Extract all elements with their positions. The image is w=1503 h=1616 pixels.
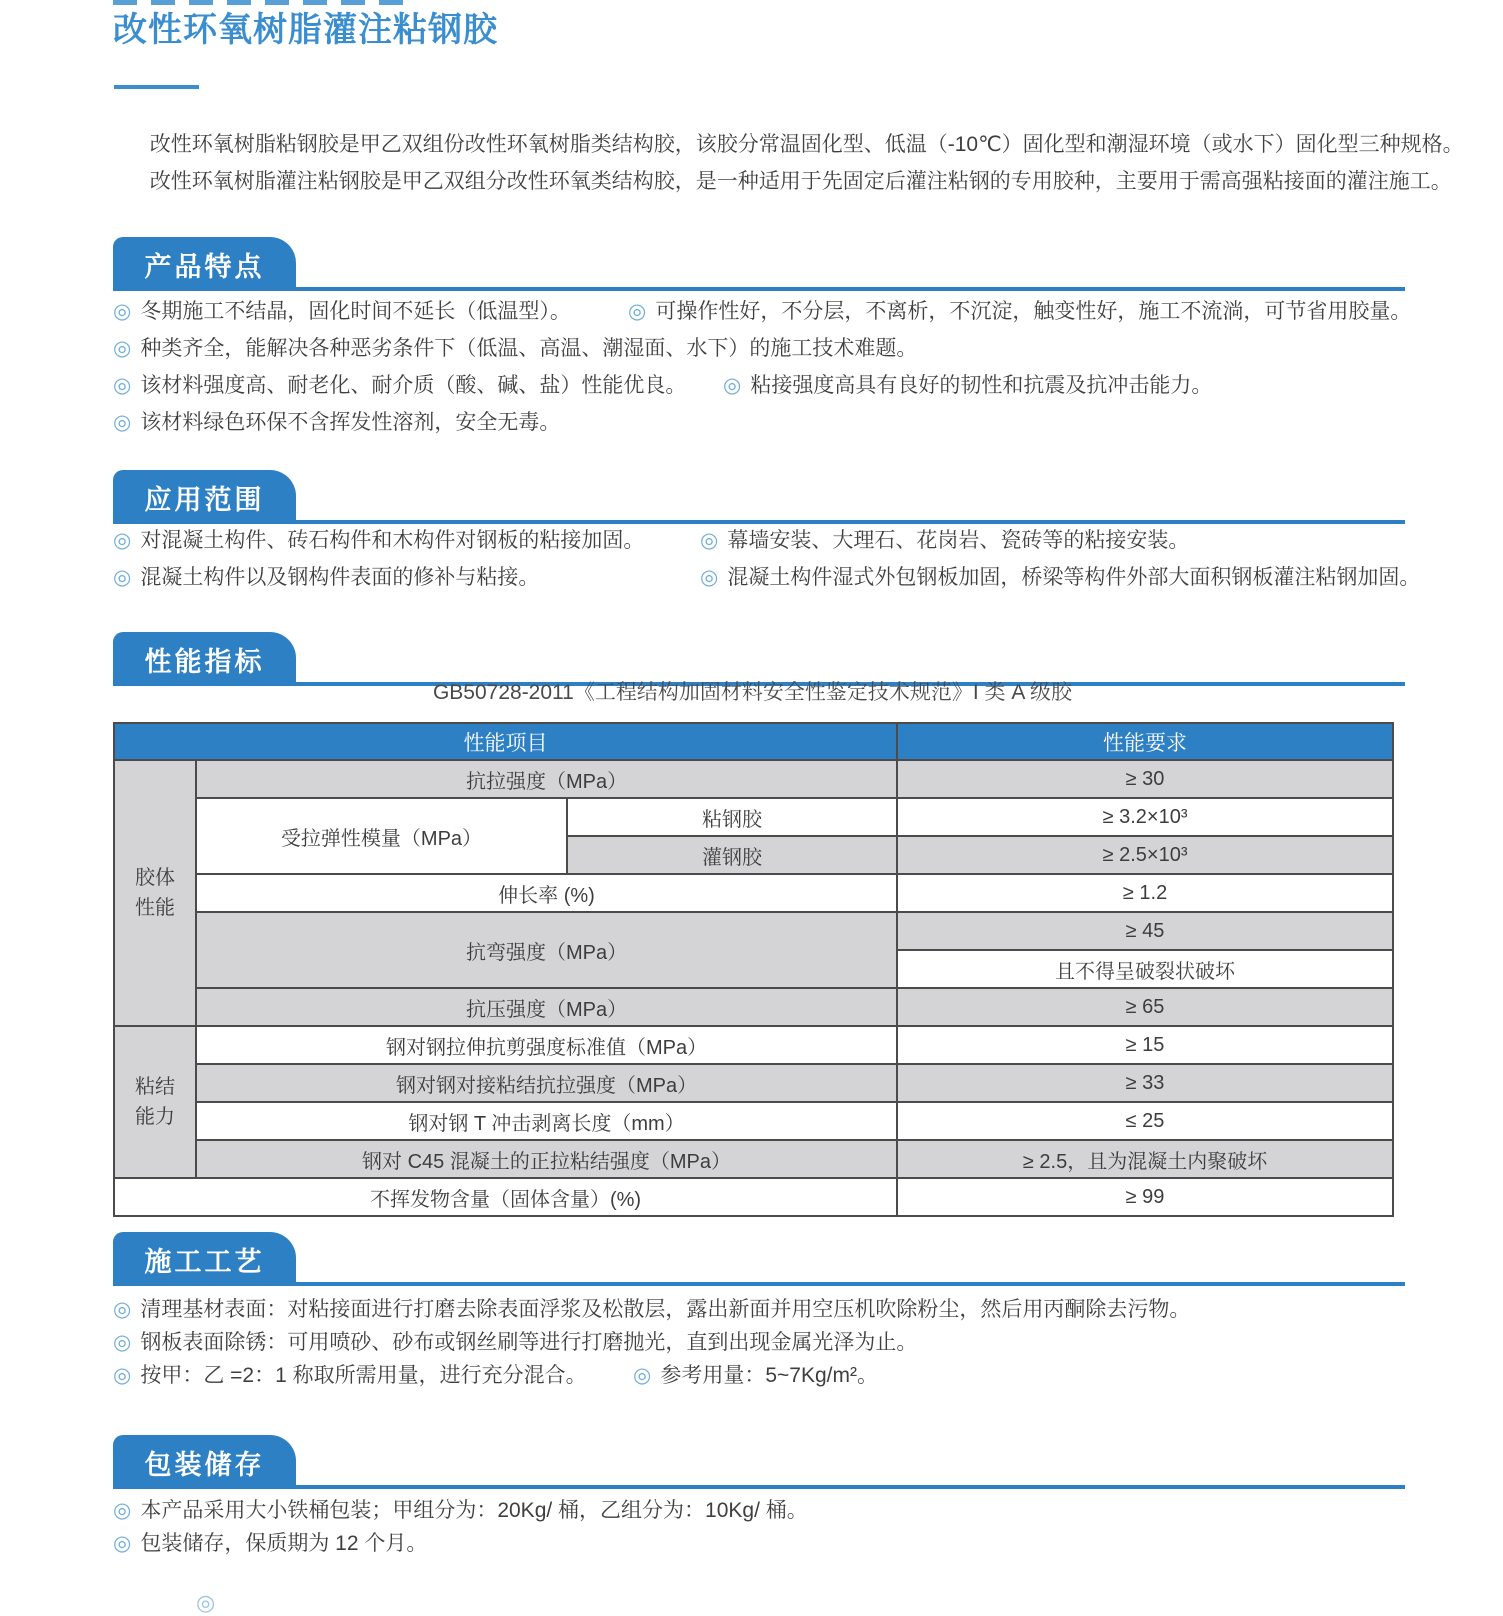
double-circle-bullet-icon: ◎ xyxy=(113,1499,132,1522)
double-circle-bullet-icon: ◎ xyxy=(113,300,132,323)
packaging-text: 包装储存，保质期为 12 个月。 xyxy=(140,1532,428,1555)
table-row xyxy=(114,760,1393,798)
packaging-text: 本产品采用大小铁桶包装；甲组分为：20Kg/ 桶，乙组分为：10Kg/ 桶。 xyxy=(140,1499,808,1522)
process-text: 参考用量：5~7Kg/m²。 xyxy=(660,1364,878,1387)
double-circle-bullet-icon: ◎ xyxy=(113,1298,132,1321)
table-row xyxy=(114,1178,1393,1216)
table-row xyxy=(114,1102,1393,1140)
table-row xyxy=(114,798,1393,836)
double-circle-bullet-icon: ◎ xyxy=(633,1364,652,1387)
process-list xyxy=(113,1293,1405,1392)
application-text: 混凝土构件湿式外包钢板加固，桥梁等构件外部大面积钢板灌注粘钢加固。 xyxy=(727,566,1421,589)
double-circle-bullet-icon: ◎ xyxy=(113,374,132,397)
double-circle-bullet-icon: ◎ xyxy=(113,411,132,434)
feature-item xyxy=(723,367,1212,404)
feature-item xyxy=(113,404,560,441)
section-header-features xyxy=(113,237,1405,291)
process-item xyxy=(113,1359,633,1392)
application-text: 混凝土构件以及钢构件表面的修补与粘接。 xyxy=(140,566,540,589)
double-circle-bullet-icon: ◎ xyxy=(723,374,742,397)
application-item xyxy=(700,522,1189,559)
value-cell: ≥ 15 xyxy=(897,1026,1393,1064)
performance-table xyxy=(113,722,1394,1217)
list-row xyxy=(113,559,1421,596)
property-cell: 抗压强度（MPa） xyxy=(196,988,897,1026)
value-cell: ≥ 30 xyxy=(897,760,1393,798)
process-item xyxy=(633,1359,878,1392)
feature-item xyxy=(628,293,1411,330)
subproperty-cell: 灌钢胶 xyxy=(567,836,897,874)
application-text: 幕墙安装、大理石、花岗岩、瓷砖等的粘接安装。 xyxy=(727,529,1190,552)
table-header-row xyxy=(114,723,1393,760)
column-header: 性能要求 xyxy=(897,723,1393,760)
list-row xyxy=(113,1293,1405,1326)
list-row xyxy=(113,404,1405,441)
value-cell: ≥ 3.2×10³ xyxy=(897,798,1393,836)
intro-paragraph: 改性环氧树脂粘钢胶是甲乙双组份改性环氧树脂类结构胶，该胶分常温固化型、低温（-10℃）固化型和潮湿环境（或水下）固化型三种规格。 xyxy=(149,133,1464,156)
list-row xyxy=(113,1494,1405,1527)
list-row xyxy=(113,293,1412,330)
process-item xyxy=(113,1293,1190,1326)
feature-text: 种类齐全，能解决各种恶劣条件下（低温、高温、潮湿面、水下）的施工技术难题。 xyxy=(140,337,918,360)
property-cell: 钢对钢拉伸抗剪强度标准值（MPa） xyxy=(196,1026,897,1064)
page-title: 改性环氧树脂灌注粘钢胶 xyxy=(113,11,498,49)
property-cell: 钢对钢对接粘结抗拉强度（MPa） xyxy=(196,1064,897,1102)
packaging-item xyxy=(113,1527,427,1560)
value-cell: ≥ 65 xyxy=(897,988,1393,1026)
feature-item xyxy=(113,330,917,367)
packaging-list xyxy=(113,1494,1405,1560)
process-item xyxy=(113,1326,917,1359)
double-circle-bullet-icon: ◎ xyxy=(113,1331,132,1354)
cropped-text-fragment xyxy=(113,0,413,5)
process-text: 钢板表面除锈：可用喷砂、砂布或钢丝刷等进行打磨抛光，直到出现金属光泽为止。 xyxy=(140,1331,918,1354)
double-circle-bullet-icon: ◎ xyxy=(113,529,132,552)
application-text: 对混凝土构件、砖石构件和木构件对钢板的粘接加固。 xyxy=(140,529,645,552)
column-header: 性能项目 xyxy=(114,723,897,760)
section-header-process xyxy=(113,1232,1405,1286)
list-row xyxy=(113,1359,1405,1392)
section-rule xyxy=(113,1282,1405,1286)
table-row xyxy=(114,1140,1393,1178)
list-row xyxy=(113,330,1405,367)
value-cell: ≥ 33 xyxy=(897,1064,1393,1102)
value-cell: ≥ 2.5，且为混凝土内聚破坏 xyxy=(897,1140,1393,1178)
feature-text: 可操作性好，不分层，不离析，不沉淀，触变性好，施工不流淌，可节省用胶量。 xyxy=(655,300,1412,323)
feature-text: 该材料绿色环保不含挥发性溶剂，安全无毒。 xyxy=(140,411,561,434)
property-cell: 伸长率 (%) xyxy=(196,874,897,912)
performance-table-wrap xyxy=(113,722,1394,1217)
intro-paragraphs xyxy=(113,126,1464,200)
application-item xyxy=(700,559,1420,596)
features-list xyxy=(113,293,1412,441)
double-circle-bullet-icon: ◎ xyxy=(700,529,719,552)
section-badge-packaging: 包装储存 xyxy=(113,1435,296,1489)
section-badge-process: 施工工艺 xyxy=(113,1232,296,1286)
double-circle-bullet-icon: ◎ xyxy=(113,337,132,360)
double-circle-bullet-icon: ◎ xyxy=(628,300,647,323)
list-row xyxy=(113,522,1405,559)
section-header-packaging xyxy=(113,1435,1405,1489)
list-row xyxy=(113,367,1405,404)
property-cell: 钢对钢 T 冲击剥离长度（mm） xyxy=(196,1102,897,1140)
property-cell: 钢对 C45 混凝土的正拉粘结强度（MPa） xyxy=(196,1140,897,1178)
section-badge-performance: 性能指标 xyxy=(113,632,296,686)
double-circle-bullet-icon: ◎ xyxy=(113,566,132,589)
value-cell: ≥ 45 xyxy=(897,912,1393,950)
value-cell: ≥ 2.5×10³ xyxy=(897,836,1393,874)
list-row xyxy=(113,1527,1405,1560)
feature-text: 冬期施工不结晶，固化时间不延长（低温型）。 xyxy=(140,300,571,323)
property-cell: 抗拉强度（MPa） xyxy=(196,760,897,798)
packaging-item xyxy=(113,1494,808,1527)
value-cell: ≥ 99 xyxy=(897,1178,1393,1216)
subproperty-cell: 粘钢胶 xyxy=(567,798,897,836)
feature-item xyxy=(113,367,723,404)
table-caption: GB50728-2011《工程结构加固材料安全性鉴定技术规范》I 类 A 级胶 xyxy=(432,681,1073,704)
table-row xyxy=(114,1064,1393,1102)
section-badge-features: 产品特点 xyxy=(113,237,296,291)
section-rule xyxy=(113,1485,1405,1489)
application-item xyxy=(113,559,700,596)
property-cell: 受拉弹性模量（MPa） xyxy=(196,798,567,874)
title-underline xyxy=(114,85,199,89)
property-cell: 抗弯强度（MPa） xyxy=(196,912,897,988)
section-header-applications xyxy=(113,470,1405,524)
list-row xyxy=(113,1326,1405,1359)
process-text: 清理基材表面：对粘接面进行打磨去除表面浮浆及松散层，露出新面并用空压机吹除粉尘，然后用丙酮除去污物。 xyxy=(140,1298,1191,1321)
intro-paragraph: 改性环氧树脂灌注粘钢胶是甲乙双组分改性环氧类结构胶，是一种适用于先固定后灌注粘钢的专用胶种，主要用于需高强粘接面的灌注施工。 xyxy=(149,170,1452,193)
table-row xyxy=(114,1026,1393,1064)
value-cell: ≤ 25 xyxy=(897,1102,1393,1140)
table-row xyxy=(114,912,1393,950)
cropped-bullet-fragment: ◎ xyxy=(196,1590,216,1615)
group-cell-glue: 胶体性能 xyxy=(114,760,196,1026)
double-circle-bullet-icon: ◎ xyxy=(113,1532,132,1555)
value-cell: 且不得呈破裂状破坏 xyxy=(897,950,1393,988)
double-circle-bullet-icon: ◎ xyxy=(700,566,719,589)
feature-text: 粘接强度高具有良好的韧性和抗震及抗冲击能力。 xyxy=(750,374,1213,397)
table-row xyxy=(114,988,1393,1026)
value-cell: ≥ 1.2 xyxy=(897,874,1393,912)
section-rule xyxy=(113,287,1405,291)
table-row xyxy=(114,874,1393,912)
feature-text: 该材料强度高、耐老化、耐介质（酸、碱、盐）性能优良。 xyxy=(140,374,687,397)
feature-item xyxy=(113,293,628,330)
section-badge-applications: 应用范围 xyxy=(113,470,296,524)
process-text: 按甲：乙 =2：1 称取所需用量，进行充分混合。 xyxy=(140,1364,587,1387)
double-circle-bullet-icon: ◎ xyxy=(113,1364,132,1387)
property-cell: 不挥发物含量（固体含量）(%) xyxy=(114,1178,897,1216)
applications-list xyxy=(113,522,1421,596)
group-cell-bond: 粘结能力 xyxy=(114,1026,196,1178)
application-item xyxy=(113,522,700,559)
